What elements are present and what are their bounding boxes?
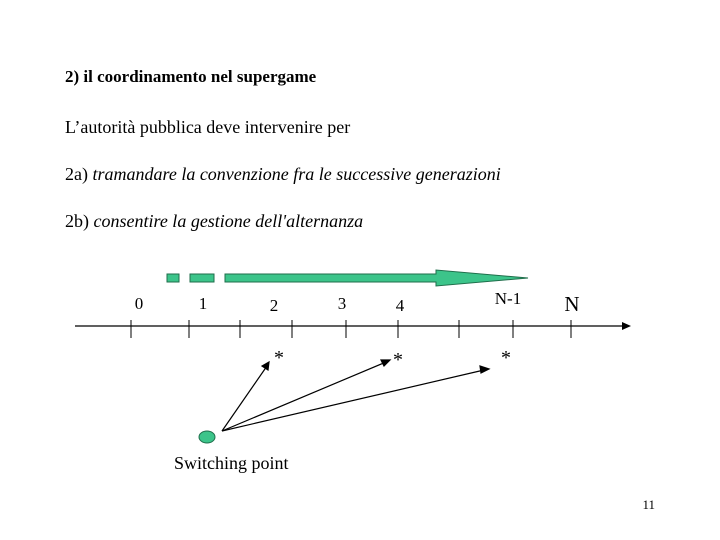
tick-label-0: 0: [134, 294, 144, 313]
switch-arrow-1-head: [262, 362, 269, 370]
tick-label-3: 3: [337, 294, 347, 313]
tick-label-2: 2: [269, 296, 279, 315]
slide-title: 2) il coordinamento nel supergame: [65, 67, 317, 86]
convention-arrow: [225, 270, 528, 286]
switching-point-label: Switching point: [174, 453, 289, 473]
item-2a-prefix: 2a): [65, 164, 88, 184]
tick-label-n-minus-1: N-1: [494, 289, 522, 308]
item-2b-text: consentire la gestione dell'alternanza: [93, 211, 364, 231]
tick-label-1: 1: [198, 294, 208, 313]
arrow-dash-1: [167, 274, 179, 282]
switch-arrow-2-head: [381, 360, 390, 366]
switch-star-3: *: [501, 347, 511, 369]
arrow-dash-2: [190, 274, 214, 282]
item-2b-prefix: 2b): [65, 211, 89, 231]
axis-arrowhead: [622, 322, 631, 330]
intro-text: L’autorità pubblica deve intervenire per: [65, 117, 351, 137]
switching-point-node: [199, 431, 215, 443]
tick-label-4: 4: [395, 296, 405, 315]
switch-star-2: *: [393, 349, 403, 371]
switch-star-1: *: [274, 347, 284, 369]
tick-label-n: N: [564, 292, 580, 316]
switch-arrow-3: [222, 370, 484, 431]
switch-arrow-3-head: [480, 366, 489, 373]
item-2a-text: tramandare la convenzione fra le successive generazioni: [92, 164, 501, 184]
page-number: 11: [642, 497, 655, 512]
